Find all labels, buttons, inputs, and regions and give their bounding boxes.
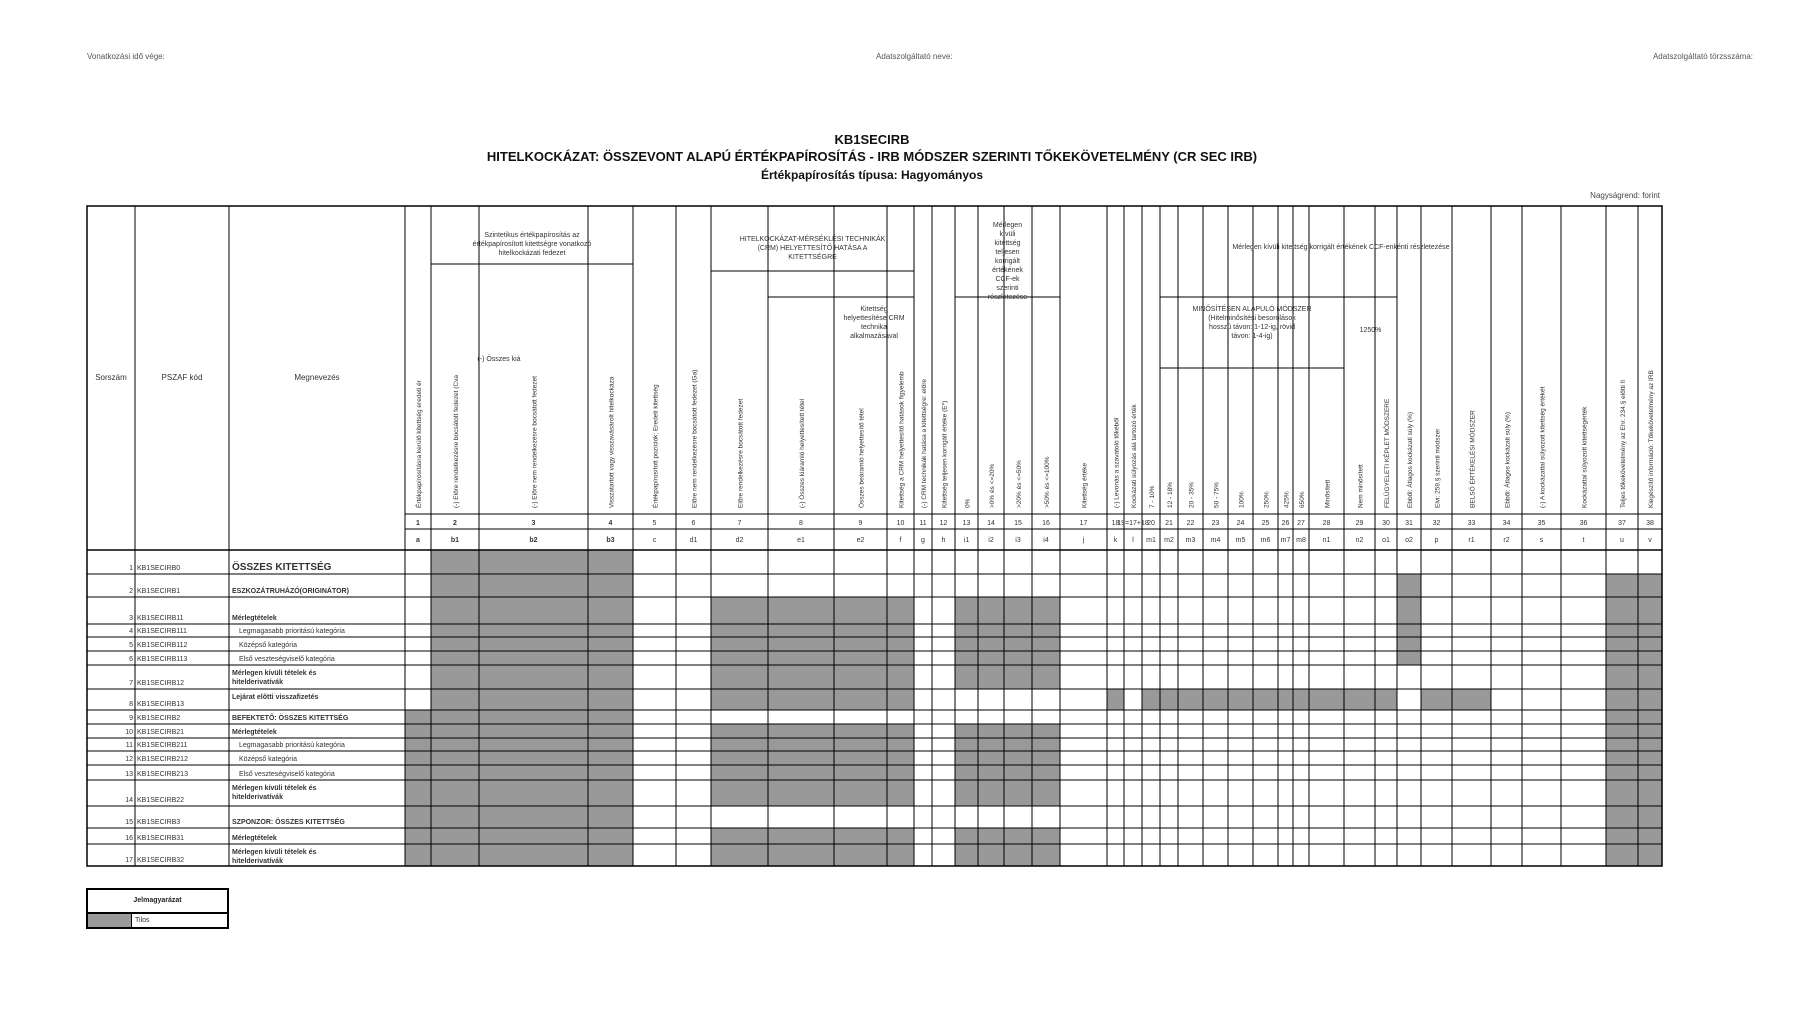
column-number: 22 [1186,520,1195,527]
gray-cell [955,597,1060,689]
column-number: 1 [416,520,420,527]
column-number: 26 [1281,520,1290,527]
row-label: Első veszteségviselő kategória [239,771,335,778]
column-letter: v [1648,537,1652,544]
column-header: Összes beáramló helyettesítő tétel [858,408,866,508]
gray-cell [955,828,1060,866]
subgroup-header: távon: 1-4-ig) [1231,333,1273,340]
column-header: Kiegészítő információ: Tőkekövetelmény az IRB [1648,370,1655,508]
column-header: Előre nem rendelkezésre bocsátott fedezet (Ga) [691,369,699,508]
group-header: (CRM) HELYETTESÍTŐ HATÁSA A [757,245,868,252]
row-number: 13 [125,771,133,778]
unit-label: Nagyságrend: forint [1590,191,1660,200]
row-number: 16 [125,835,133,842]
column-letter: m5 [1235,537,1246,544]
row-label: Első veszteségviselő kategória [239,656,335,663]
column-letter: f [899,537,902,544]
column-number: 27 [1297,520,1305,527]
subgroup-header: Kitettség [860,306,888,313]
group-header: teljesen [995,249,1020,256]
row-label: Mérlegen kívüli tételek és [232,849,317,856]
group-header: szerinti [996,285,1019,292]
subgroup-header: (-) Összes kiá [477,356,521,363]
column-letter: c [652,537,657,544]
column-header: >0% és <=20% [989,463,996,508]
column-number: 34 [1502,520,1511,527]
row-code: KB1SECIRB111 [137,628,187,635]
column-number: 10 [896,520,905,527]
column-header: 0% [964,498,972,508]
column-header: Nem minősített [1357,464,1365,508]
column-header: FELÜGYELETI KÉPLET MÓDSZERE [1384,398,1391,508]
column-letter: o2 [1405,537,1413,544]
subgroup-header: 1250% [1359,327,1382,334]
column-number: 25 [1261,520,1270,527]
column-number: 11 [919,520,927,527]
column-header: Kitettség teljesen korrigált értéke (E*) [941,400,949,508]
column-letter: i3 [1015,537,1021,544]
row-number: 9 [129,715,133,722]
group-header: Mérlegen [992,222,1023,229]
row-code: KB1SECIRB1 [137,588,181,595]
row-code: KB1SECIRB31 [137,835,185,842]
row-label: Legmagasabb prioritású kategória [239,742,345,749]
column-number: 6 [691,520,696,527]
column-letter: m1 [1146,537,1156,544]
group-header: kívüli [999,231,1016,238]
column-number: 3 [531,520,536,527]
column-letter: r2 [1503,537,1510,544]
column-header: Minősített [1324,479,1332,508]
column-number: 17 [1079,520,1088,527]
group-header: Szintetikus értékpapírosítás az [484,232,580,239]
row-number: 3 [129,615,133,622]
column-letter: h [941,537,946,544]
gray-cell [1606,574,1662,866]
legend [86,888,229,929]
row-code: KB1SECIRB213 [137,771,188,778]
row-code: KB1SECIRB21 [137,729,185,736]
column-number: 32 [1432,520,1441,527]
column-letter: k [1113,537,1118,544]
column-number: 20 [1147,520,1155,527]
group-header: CCF-ek [995,276,1020,283]
row-label: hitelderivatívák [232,794,283,801]
column-letter: d1 [689,537,698,544]
row-number: 12 [125,756,133,763]
row-label: Középső kategória [239,756,297,763]
provider-id-label: Adatszolgáltató törzsszáma: [1652,52,1753,61]
row-number: 11 [125,742,133,749]
column-header: (-) Összes kiáramló helyettesített tétel [799,398,806,508]
row-label: Mérlegtételek [232,835,277,842]
gray-cell [711,597,914,689]
subgroup-header: (Hitelminősítési besorolások [1208,315,1296,322]
group-header: hitelkockázati fedezet [498,250,566,257]
column-header: 20 - 35% [1188,481,1196,508]
gray-cell [1142,689,1397,710]
column-letter: j [1082,537,1085,544]
page-title: HITELKOCKÁZAT: ÖSSZEVONT ALAPÚ ÉRTÉKPAPÍROSÍTÁS - IRB MÓDSZER SZERINTI TŐKEKÖVETELMÉNY (CR SEC IRB) [486,149,1258,164]
row-label: Lejárat előtti visszafizetés [232,694,319,701]
row-code: KB1SECIRB13 [137,701,185,708]
header-pszaf: PSZAF kód [161,373,203,382]
column-letter: g [921,537,925,544]
column-header: 650% [1299,491,1306,508]
column-header: Ebből: Átlagos kockázati súly (%) [1407,411,1414,508]
column-letter: e2 [856,537,865,544]
column-header: Előre rendelkezésre bocsátott fedezet [737,398,745,508]
column-number: 24 [1236,520,1245,527]
column-number: 36 [1579,520,1588,527]
row-number: 17 [125,857,133,864]
column-letter: b2 [529,537,538,544]
column-letter: m7 [1280,537,1291,544]
row-label: BEFEKTETŐ: ÖSSZES KITETTSÉG [232,715,349,722]
column-letter: m2 [1164,537,1174,544]
row-code: KB1SECIRB12 [137,680,185,687]
row-number: 10 [125,729,133,736]
column-number: 38 [1646,520,1654,527]
gray-cell [711,828,914,866]
column-letter: u [1620,537,1624,544]
column-header: 425% [1283,491,1291,508]
column-letter: m8 [1296,537,1306,544]
row-number: 2 [129,588,133,595]
row-label: hitelderivatívák [232,679,283,686]
column-header: BELSŐ ÉRTÉKELÉSI MÓDSZER [1469,410,1477,508]
column-header: 250% [1263,491,1271,508]
column-header: Kockázattal súlyozott kitettségérték [1581,406,1589,508]
column-number: 31 [1405,520,1413,527]
column-header: 7 - 10% [1149,485,1156,508]
column-header: (-) Előre rendelkezésre bocsátott fedezet (Cva [453,375,460,508]
column-number: 14 [987,520,995,527]
gray-cell [1421,689,1491,710]
column-header: >50% és <=100% [1044,456,1051,508]
row-code: KB1SECIRB3 [137,819,181,826]
column-letter: i2 [988,537,994,544]
column-letter: n2 [1355,537,1364,544]
column-header: 12 - 18% [1167,481,1174,508]
row-number: 14 [125,797,133,804]
column-number: 16 [1042,520,1050,527]
group-header: HITELKOCKÁZAT-MÉRSÉKLÉSI TECHNIKÁK [739,236,886,243]
subgroup-header: hosszú távon: 1-12-ig, rövid [1209,324,1295,331]
row-label: hitelderivatívák [232,858,283,865]
row-code: KB1SECIRB113 [137,656,188,663]
column-number: 29 [1355,520,1364,527]
column-number: 5 [652,520,657,527]
column-letter: b3 [606,537,615,544]
gray-cell [711,689,914,710]
column-header: (-) A kockázattal súlyozott kitettség értékét [1539,386,1547,508]
column-header: (-) CRM technikák hatása a kitettségre: előre [921,379,928,508]
column-header: Teljes tőkekövetelmény az Ehr. 234.§ előtti fi [1620,380,1627,508]
row-number: 4 [129,628,133,635]
column-number: 9 [858,520,863,527]
column-header: 50 - 75% [1213,481,1221,508]
provider-name-label: Adatszolgáltató neve: [876,52,953,61]
subgroup-header: helyettesítése CRM [843,315,905,322]
column-header: (-) Levonás a szavatoló tőkéből [1113,417,1121,508]
column-number: 12 [939,520,948,527]
row-code: KB1SECIRB0 [137,565,181,572]
gray-cell [405,710,633,866]
row-label: SZPONZOR: ÖSSZES KITETTSÉG [232,819,345,826]
column-letter: i4 [1043,537,1049,544]
group-header: Mérlegen kívüli kitettség korrigált értékének CCF-enkénti részletezése [1232,244,1450,251]
legend-swatch [88,914,132,927]
column-letter: e1 [797,537,805,544]
column-letter: d2 [735,537,744,544]
row-label: ÖSSZES KITETTSÉG [232,562,332,573]
gray-cell [1107,689,1124,710]
legend-item: Tilos [135,917,150,924]
row-code: KB1SECIRB2 [137,715,181,722]
column-number: 15 [1014,520,1022,527]
column-letter: p [1434,537,1439,544]
row-code: KB1SECIRB11 [137,615,184,622]
column-header: (-) Előre nem rendelkezésre bocsátott fedezet [531,376,539,508]
subgroup-header: MINŐSÍTÉSEN ALAPULÓ MÓDSZER [1192,306,1312,313]
column-letter: r1 [1468,537,1475,544]
row-label: ESZKOZÁTRUHÁZÓ(ORIGINÁTOR) [232,588,349,595]
row-label: Legmagasabb prioritású kategória [239,628,345,635]
column-number: 4 [608,520,613,527]
row-number: 5 [129,642,133,649]
group-header: részletezése [987,294,1028,301]
column-header: Kockázati súlyozás alá tartozó érték [1131,404,1138,508]
row-label: Mérlegen kívüli tételek és [232,670,317,677]
row-label: Mérlegen kívüli tételek és [232,785,317,792]
column-number: 8 [799,520,803,527]
column-number: 33 [1467,520,1476,527]
column-letter: o1 [1382,537,1390,544]
row-number: 8 [129,701,133,708]
column-number: 19=17+18 [1117,520,1149,527]
column-header: Kitettség a CRM helyettesítő hatások figyelemb [898,371,906,508]
column-header: 100% [1238,491,1246,508]
row-number: 15 [125,819,133,826]
period-end-label: Vonatkozási idő vége: [87,52,165,61]
row-number: 7 [129,680,133,687]
column-number: 18 [1111,520,1120,527]
row-code: KB1SECIRB32 [137,857,185,864]
row-label: Mérlegtételek [232,615,277,622]
column-header: Értékpapírosításra kerülő kitettség eredeti ér [416,380,423,508]
column-letter: t [1582,537,1585,544]
column-letter: s [1539,537,1544,544]
subgroup-header: alkalmazásával [850,333,898,340]
column-header: Értékpapírosított pozíciók: Eredeti kitettség [652,384,660,508]
column-letter: l [1132,537,1134,544]
row-code: KB1SECIRB112 [137,642,188,649]
row-code: KB1SECIRB212 [137,756,188,763]
column-number: 23 [1211,520,1220,527]
subgroup-header: technika [860,324,888,331]
column-letter: m6 [1260,537,1271,544]
column-letter: n1 [1322,537,1331,544]
column-number: 28 [1322,520,1331,527]
column-header: Ebből: Átlagos kockázati súly (%) [1504,411,1512,508]
column-number: 7 [737,520,742,527]
column-letter: i1 [963,537,970,544]
row-number: 6 [129,656,133,663]
column-header: Elvi: 259.§ szerinti módszer [1434,428,1442,508]
group-header: KITETTSÉGRE [788,254,837,261]
column-number: 35 [1537,520,1546,527]
row-number: 1 [129,565,133,572]
group-header: értékének [992,267,1023,274]
header-sorszam: Sorszám [95,373,127,382]
group-header: értékpapírosított kitettségre vonatkozó [472,241,592,248]
column-header: Kitettség értéke [1081,462,1089,508]
form-code: KB1SECIRB [834,132,910,147]
column-number: 30 [1382,520,1390,527]
group-header: korrigált [995,258,1020,265]
row-label: Mérlegtételek [232,729,277,736]
column-number: 21 [1165,520,1173,527]
column-letter: m4 [1210,537,1221,544]
column-number: 37 [1618,520,1626,527]
column-number: 2 [453,520,457,527]
column-number: 13 [962,520,971,527]
row-code: KB1SECIRB22 [137,797,185,804]
column-header: Visszatartott vagy visszavásárolt hitelkockáza [608,376,616,508]
legend-title: Jelmagyarázat [88,890,227,914]
row-label: Középső kategória [239,642,297,649]
column-header: >20% és <=50% [1016,460,1023,508]
column-letter: a [416,537,420,544]
group-header: kitettség [994,240,1021,247]
column-letter: b1 [450,537,460,544]
row-code: KB1SECIRB211 [137,742,188,749]
header-megnevezes: Megnevezés [294,373,340,382]
page-subtitle: Értékpapírosítás típusa: Hagyományos [760,168,984,182]
column-letter: m3 [1185,537,1196,544]
